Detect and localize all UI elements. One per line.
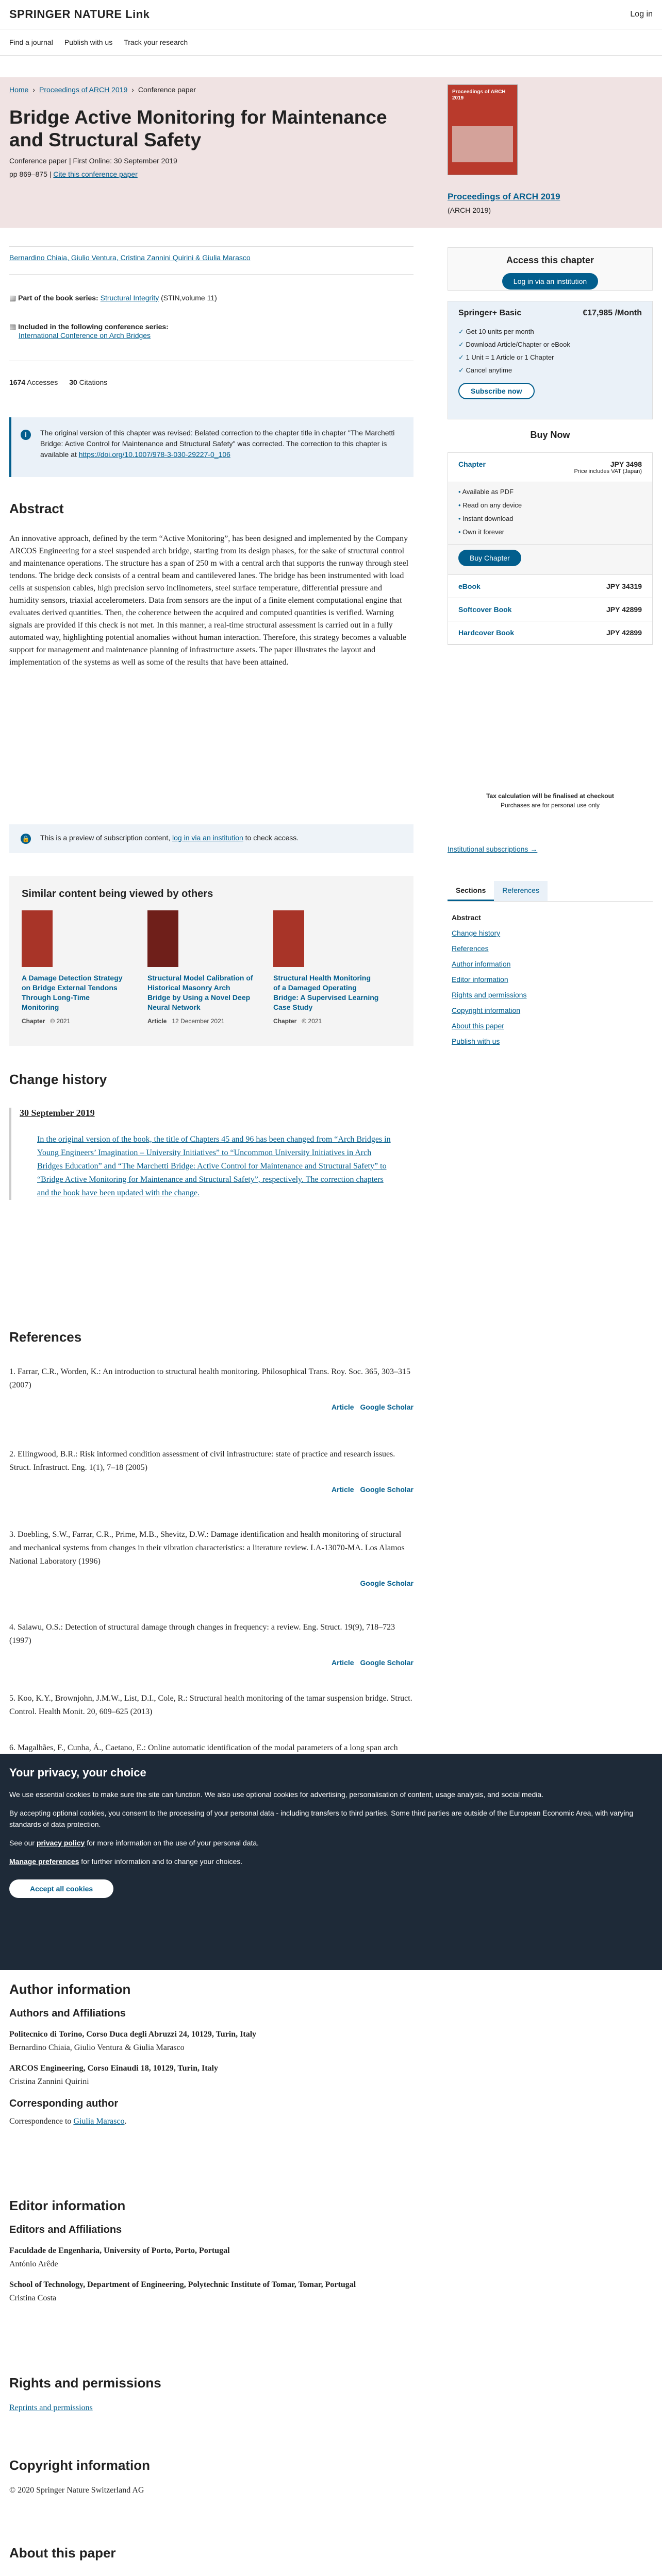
breadcrumb (9, 86, 196, 94)
site-logo[interactable]: SPRINGER NATURE Link (9, 8, 150, 21)
section-link[interactable]: Author information (452, 960, 511, 968)
section-link[interactable]: References (452, 944, 489, 953)
similar-content (9, 876, 413, 1046)
plan-feature: ✓ Get 10 units per month (458, 325, 642, 338)
plan-feature: ✓ Download Article/Chapter or eBook (458, 338, 642, 351)
book-series: ▦ Part of the book series: Structural Integrity (STIN,volume 11) (9, 294, 217, 302)
login-link[interactable]: Log in (630, 10, 653, 19)
divider (9, 274, 413, 275)
book-cover-image (452, 126, 513, 162)
correction-notice: i The original version of this chapter was revised: Belated correction to the chapter title in chapter "The Marchetti Bridge: Active Control for Maintenance and Structural Safety" was corrected. The correction to this chapter is available at https://doi.org/10.1007/978-3-030-29227-0_106 (9, 417, 413, 477)
divider (9, 246, 413, 247)
google-scholar-link[interactable]: Google Scholar (360, 1485, 413, 1494)
institutional-subscriptions-link[interactable]: Institutional subscriptions → (448, 845, 538, 853)
rights-heading: Rights and permissions (9, 2375, 161, 2391)
about-heading-wrap (9, 2545, 413, 2561)
abstract-text: An innovative approach, defined by the term “Active Monitoring”, has been designed and implemented by the Company ARCOS Engineering for a steel suspended arch bridge, starting from its design phases, for the sake of structural control and maintenance operations. The structure has a span of 250 m with a central arch that supports the runway through steel tendons. The bridge deck consists of a central beam and cantilevered lanes. The bridge has been instrumented with load cells at suspension cables, high precision servo inclinometers, steel surface temperature, differential pressure and humidity sensors, triaxial accelerometers. Data from sensors are the input of a finite element computational engine that evaluates derived quantities. Then, the coherence between the acquired and computed quantities is verified. Warning signals are provided if this check is not met. In this manner, a real-time structural assessment is carried out in a fully automated way, highlighting potential anomalies without human interaction. Therefore, this strategy becomes a valuable support for management and maintenance planning of infrastructure assets. The paper illustrates the layout and implementation of the systems as well as some of the results that have been attained. (9, 534, 409, 667)
reference-item: 4. Salawu, O.S.: Detection of structural damage through changes in frequency: a review. Eng. Struct. 19(9), 718–723 (1997) Article Google Scholar (9, 1623, 413, 1667)
series-icon: ▦ (9, 294, 19, 302)
change-history-heading: Change history (9, 1072, 107, 1087)
author-list[interactable]: Bernardino Chiaia, Giulio Ventura, Cristina Zannini Quirini & Giulia Marasco (9, 253, 251, 262)
author-info-heading: Author information (9, 1981, 131, 1997)
article-link[interactable]: Article (331, 1403, 354, 1411)
plan-feature: ✓ 1 Unit = 1 Article or 1 Chapter (458, 351, 642, 364)
metrics (9, 378, 107, 386)
info-icon: i (21, 430, 31, 440)
paper-meta: Conference paper | First Online: 30 September 2019 (9, 157, 177, 165)
section-link[interactable]: Copyright information (452, 1006, 521, 1014)
breadcrumb-proceedings[interactable]: Proceedings of ARCH 2019 (39, 86, 128, 94)
cookie-banner: Your privacy, your choice We use essential cookies to make sure the site can function. We also use optional cookies for advertising, personalisation of content, usage analysis, and social media. By accepting optional cookies, you consent to the processing of your personal data - including transfers to third parties. Some third parties are outside of the European Economic Area, with varying standards of data protection. See our privacy policy for more information on the use of your personal data. Manage preferences for further information and to change your choices. Accept all cookies (0, 1754, 662, 1970)
copyright-section: Copyright information © 2020 Springer Nature Switzerland AG (9, 2458, 413, 2497)
correction-doi-link[interactable]: https://doi.org/10.1007/978-3-030-29227-0_106 (78, 450, 230, 459)
reference-item: 3. Doebling, S.W., Farrar, C.R., Prime, M.B., Shevitz, D.W.: Damage identification and health monitoring of structural and mechanical systems from changes in their vibration characteristics: a literature review. LA-13070-MA. Los Alamos National Laboratory (1996) Google Scholar (9, 1530, 413, 1587)
book-cover-title: Proceedings of ARCH 2019 (452, 89, 506, 101)
chevron-right-icon: › (131, 86, 134, 94)
tax-note: Tax calculation will be finalised at checkout Purchases are for personal use only (486, 792, 614, 809)
google-scholar-link[interactable]: Google Scholar (360, 1403, 413, 1411)
book-subtitle: (ARCH 2019) (448, 206, 491, 214)
similar-card[interactable]: Structural Model Calibration of Historical Masonry Arch Bridge by Using a Novel Deep Neural Network Article 12 December 2021 (147, 910, 254, 1025)
plan-feature: ✓ Cancel anytime (458, 364, 642, 377)
change-text: In the original version of the book, the title of Chapters 45 and 96 has been changed from “Arch Bridges in Young Engineers’ Imagination – University Initiatives” to “Uncommon University Initiatives in Arch Bridges Education” and “The Marchetti Bridge: Active Control for Maintenance and Structural Safety” to “Bridge Active Monitoring for Maintenance and Structural Safety”, respectively. The correction chapters and the book have been updated with the change. (37, 1135, 391, 1197)
book-title-link[interactable]: Proceedings of ARCH 2019 (448, 192, 560, 201)
book-cover[interactable] (448, 84, 518, 175)
section-link[interactable]: Change history (452, 929, 501, 937)
manage-preferences-link[interactable]: Manage preferences (9, 1857, 79, 1866)
conference-series-link[interactable]: International Conference on Arch Bridges (19, 331, 151, 340)
buy-chapter-button[interactable]: Buy Chapter (458, 550, 521, 566)
paper-meta-pages: pp 869–875 | Cite this conference paper (9, 170, 138, 178)
section-link[interactable]: Rights and permissions (452, 991, 527, 999)
rights-section (9, 2375, 413, 2415)
tab-references[interactable]: References (494, 881, 548, 901)
card-thumbnail (22, 910, 53, 967)
about-heading: About this paper (9, 2545, 116, 2561)
card-thumbnail (147, 910, 178, 967)
privacy-policy-link[interactable]: privacy policy (36, 1839, 85, 1847)
similar-card[interactable]: A Damage Detection Strategy on Bridge External Tendons Through Long-Time Monitoring Chapter © 2021 (22, 910, 128, 1025)
section-link[interactable]: Publish with us (452, 1037, 500, 1045)
google-scholar-link[interactable]: Google Scholar (360, 1658, 413, 1667)
change-date[interactable]: 30 September 2019 (20, 1108, 95, 1118)
lock-icon: 🔒 (21, 834, 31, 844)
preview-notice: 🔒 This is a preview of subscription content, log in via an institution to check access. (9, 824, 413, 853)
subscribe-button[interactable]: Subscribe now (458, 383, 535, 399)
chapter-option[interactable]: Chapter JPY 3498 Price includes VAT (Japan) (448, 453, 652, 482)
reference-item: 6. Magalhães, F., Cunha, Á., Caetano, E.: Online automatic identification of the modal parameters of a long span arch (9, 1743, 398, 1752)
editor-information: Editor information Editors and Affiliations Faculdade de Engenharia, University of Porto, Porto, Portugal António Arêde School of Technology, Department of Engineering, Polytechnic Institute of Tomar, Tomar, Portugal Cristina Costa (9, 2198, 413, 2305)
accept-cookies-button[interactable]: Accept all cookies (9, 1879, 113, 1898)
card-title[interactable]: A Damage Detection Strategy on Bridge External Tendons Through Long-Time Monitoring (22, 974, 123, 1011)
section-link[interactable]: Abstract (452, 913, 481, 922)
references-heading: References (9, 1329, 82, 1345)
card-title[interactable]: Structural Model Calibration of Historical Masonry Arch Bridge by Using a Novel Deep Neural Network (147, 974, 253, 1011)
access-box (448, 247, 653, 291)
find-journal-link[interactable]: Find a journal (9, 38, 53, 46)
sub-navigation (0, 29, 662, 56)
tab-sections[interactable]: Sections (448, 881, 494, 901)
purchase-options: Chapter JPY 3498 Price includes VAT (Japan) • Available as PDF • Read on any device • Instant download • Own it forever Buy Chapter eBook JPY 34319 Softcover Book JPY 42899 Hardcover Book JPY 42899 (448, 452, 653, 645)
ebook-option[interactable]: eBook JPY 34319 (448, 575, 652, 598)
similar-heading: Similar content being viewed by others (22, 888, 213, 900)
author-information: Author information Authors and Affiliations Politecnico di Torino, Corso Duca degli Abruzzi 24, 10129, Turin, Italy Bernardino Chiaia, Giulio Ventura & Giulia Marasco ARCOS Engineering, Corso Einaudi 18, 10129, Turin, Italy Cristina Zannini Quirini Corresponding author Correspondence to Giulia Marasco. (9, 1981, 413, 2128)
cookie-heading: Your privacy, your choice (9, 1766, 146, 1779)
section-link[interactable]: Editor information (452, 975, 508, 984)
card-thumbnail (273, 910, 304, 967)
change-history-item (9, 1108, 413, 1200)
citations-metric[interactable]: 30 Citations (69, 378, 108, 386)
copyright-heading: Copyright information (9, 2458, 150, 2473)
section-link[interactable]: About this paper (452, 1022, 504, 1030)
softcover-option[interactable]: Softcover Book JPY 42899 (448, 598, 652, 621)
reference-item: 5. Koo, K.Y., Brownjohn, J.M.W., List, D.I., Cole, R.: Structural health monitoring of the tamar suspension bridge. Struct. Control. Health Monit. 20, 609–625 (2013) (9, 1694, 412, 1716)
top-bar (0, 0, 662, 29)
google-scholar-link[interactable]: Google Scholar (360, 1579, 413, 1587)
similar-card[interactable]: Structural Health Monitoring of a Damaged Operating Bridge: A Supervised Learning Case Study Chapter © 2021 (273, 910, 379, 1025)
cite-paper-link[interactable]: Cite this conference paper (53, 170, 138, 178)
reference-item: 2. Ellingwood, B.R.: Risk informed condition assessment of civil infrastructure: state of practice and research issues. Struct. Infrastruct. Eng. 1(1), 7–18 (2005) Article Google Scholar (9, 1450, 413, 1494)
hero-section (0, 77, 662, 228)
plan-price: €17,985 /Month (583, 309, 642, 317)
subscription-box (448, 301, 653, 419)
institution-login-link[interactable]: log in via an institution (172, 834, 243, 842)
buy-now-heading: Buy Now (530, 430, 570, 440)
institution-login-button[interactable]: Log in via an institution (502, 273, 598, 290)
conference-series: ▦ Included in the following conference series: International Conference on Arch Bridges (9, 323, 169, 340)
reference-item: 1. Farrar, C.R., Worden, K.: An introduction to structural health monitoring. Philosophical Trans. Roy. Soc. 365, 303–315 (2007) Article Google Scholar (9, 1367, 413, 1411)
article-link[interactable]: Article (331, 1485, 354, 1494)
publish-with-us-link[interactable]: Publish with us (64, 38, 113, 46)
chevron-right-icon: › (32, 86, 36, 94)
series-link[interactable]: Structural Integrity (100, 294, 159, 302)
breadcrumb-current: Conference paper (138, 86, 196, 94)
card-title[interactable]: Structural Health Monitoring of a Damaged Operating Bridge: A Supervised Learning Case Study (273, 974, 379, 1011)
correspondence-link[interactable]: Giulia Marasco (73, 2117, 125, 2126)
track-research-link[interactable]: Track your research (124, 38, 188, 46)
sections-nav (448, 881, 653, 1087)
article-link[interactable]: Article (331, 1658, 354, 1667)
accesses-metric: 1674 Accesses (9, 378, 58, 386)
page-range: pp 869–875 (9, 170, 47, 178)
plan-name: Springer+ Basic (458, 309, 522, 317)
hardcover-option[interactable]: Hardcover Book JPY 42899 (448, 621, 652, 645)
access-heading: Access this chapter (506, 255, 594, 265)
reprints-link[interactable]: Reprints and permissions (9, 2403, 93, 2412)
breadcrumb-home[interactable]: Home (9, 86, 29, 94)
editor-info-heading: Editor information (9, 2198, 126, 2213)
abstract-heading: Abstract (9, 501, 64, 516)
page-title: Bridge Active Monitoring for Maintenance and Structural Safety (9, 107, 387, 150)
series-icon: ▦ (9, 323, 19, 331)
